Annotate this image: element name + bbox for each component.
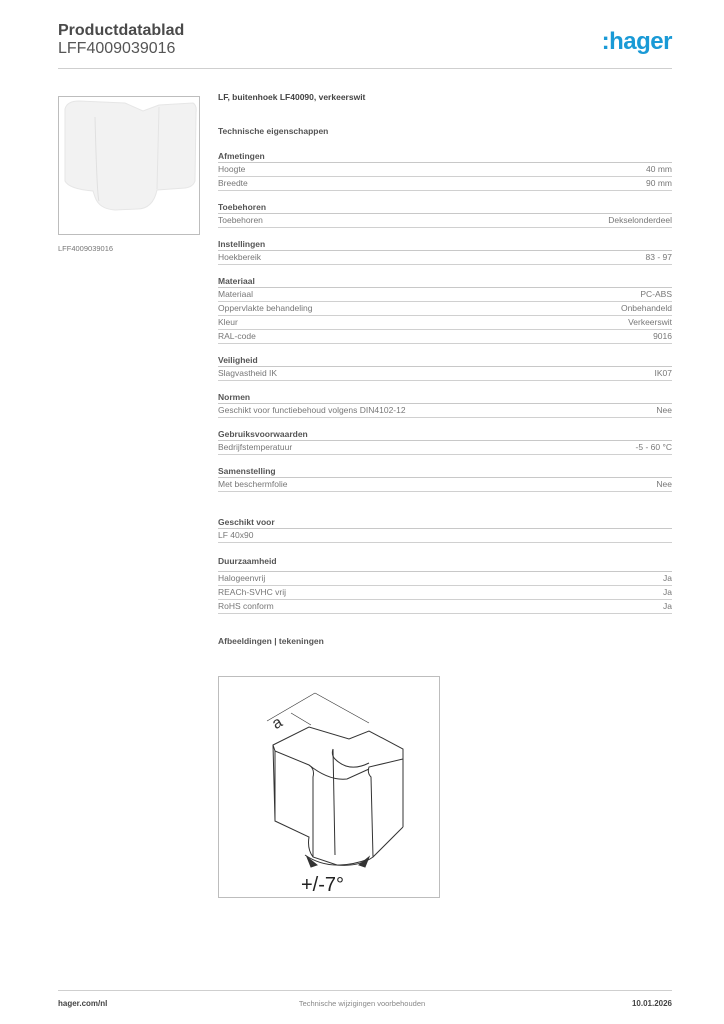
footer-divider	[58, 990, 672, 991]
section-heading: Samenstelling	[218, 465, 672, 478]
spec-value: Ja	[663, 601, 672, 611]
hager-logo: :hager	[601, 28, 672, 55]
section-materiaal	[218, 275, 672, 344]
footer-date: 10.01.2026	[631, 999, 672, 1008]
spec-label: Met beschermfolie	[218, 479, 288, 489]
spec-label: Geschikt voor functiebehoud volgens DIN4102-12	[218, 405, 406, 415]
footer-disclaimer: Technische wijzigingen voorbehouden	[298, 999, 426, 1008]
spec-value: Ja	[663, 573, 672, 583]
svg-text:+/-7°: +/-7°	[301, 874, 345, 896]
spec-row	[218, 316, 672, 330]
section-toebehoren	[218, 201, 672, 228]
corner-drawing-icon	[219, 677, 439, 897]
drawings-title: Afbeeldingen | tekeningen	[218, 636, 324, 646]
section-samenstelling	[218, 465, 672, 492]
section-geschikt-voor	[218, 516, 672, 543]
spec-value: IK07	[654, 368, 672, 378]
section-heading: Veiligheid	[218, 354, 672, 367]
section-veiligheid	[218, 354, 672, 381]
spec-row	[218, 177, 672, 191]
spec-label: RAL-code	[218, 331, 256, 341]
spec-row	[218, 441, 672, 455]
spec-row	[218, 367, 672, 381]
spec-label: REACh-SVHC vrij	[218, 587, 287, 597]
photo-caption: LFF4009039016	[58, 244, 114, 253]
spec-row	[218, 478, 672, 492]
spec-value: PC-ABS	[640, 289, 672, 299]
footer-website: hager.com/nl	[58, 999, 108, 1008]
document-header	[58, 22, 184, 58]
section-heading: Normen	[218, 391, 672, 404]
spec-label: Oppervlakte behandeling	[218, 303, 313, 313]
spec-label: Materiaal	[218, 289, 253, 299]
spec-value: 9016	[653, 331, 672, 341]
spec-row	[218, 302, 672, 316]
section-instellingen	[218, 238, 672, 265]
spec-row	[218, 600, 672, 614]
spec-value: 83 - 97	[645, 252, 672, 262]
spec-label: Hoogte	[218, 164, 246, 174]
product-name: LF, buitenhoek LF40090, verkeerswit	[218, 92, 366, 102]
spec-value: Verkeerswit	[628, 317, 672, 327]
section-gebruiksvoorwaarden	[218, 428, 672, 455]
section-heading: Duurzaamheid	[218, 555, 672, 572]
spec-row	[218, 586, 672, 600]
spec-label: Toebehoren	[218, 215, 263, 225]
technical-properties-title: Technische eigenschappen	[218, 126, 329, 136]
spec-row	[218, 529, 672, 543]
spec-label: Hoekbereik	[218, 252, 261, 262]
spec-value: -5 - 60 °C	[635, 442, 672, 452]
specifications	[218, 92, 672, 650]
section-normen	[218, 391, 672, 418]
spec-row	[218, 288, 672, 302]
section-duurzaamheid	[218, 555, 672, 614]
svg-text:a: a	[269, 713, 286, 733]
spec-label: Breedte	[218, 178, 248, 188]
section-heading: Afmetingen	[218, 150, 672, 163]
spec-value: Onbehandeld	[620, 303, 672, 313]
spec-label: LF 40x90	[218, 530, 254, 540]
spec-row	[218, 404, 672, 418]
section-heading: Gebruiksvoorwaarden	[218, 428, 672, 441]
spec-row	[218, 330, 672, 344]
spec-row	[218, 214, 672, 228]
product-code: LFF4009039016	[58, 40, 176, 57]
spec-value: Dekselonderdeel	[608, 215, 672, 225]
spec-row	[218, 163, 672, 177]
spec-value: Ja	[663, 587, 672, 597]
section-heading: Materiaal	[218, 275, 672, 288]
header-divider	[58, 68, 672, 69]
section-heading: Geschikt voor	[218, 516, 672, 529]
document-title: Productdatablad	[58, 22, 185, 39]
spec-value: Nee	[656, 479, 672, 489]
spec-label: Slagvastheid IK	[218, 368, 278, 378]
spec-value: Nee	[656, 405, 672, 415]
section-heading: Toebehoren	[218, 201, 672, 214]
spec-value: 40 mm	[646, 164, 672, 174]
spec-value: 90 mm	[646, 178, 672, 188]
section-afmetingen	[218, 150, 672, 191]
product-photo-icon	[59, 97, 199, 234]
spec-label: Halogeenvrij	[218, 573, 266, 583]
spec-label: Bedrijfstemperatuur	[218, 442, 293, 452]
section-heading: Instellingen	[218, 238, 672, 251]
spec-row	[218, 572, 672, 586]
technical-drawing	[218, 676, 440, 898]
product-photo	[58, 96, 200, 235]
spec-row	[218, 251, 672, 265]
spec-label: RoHS conform	[218, 601, 274, 611]
spec-label: Kleur	[218, 317, 238, 327]
